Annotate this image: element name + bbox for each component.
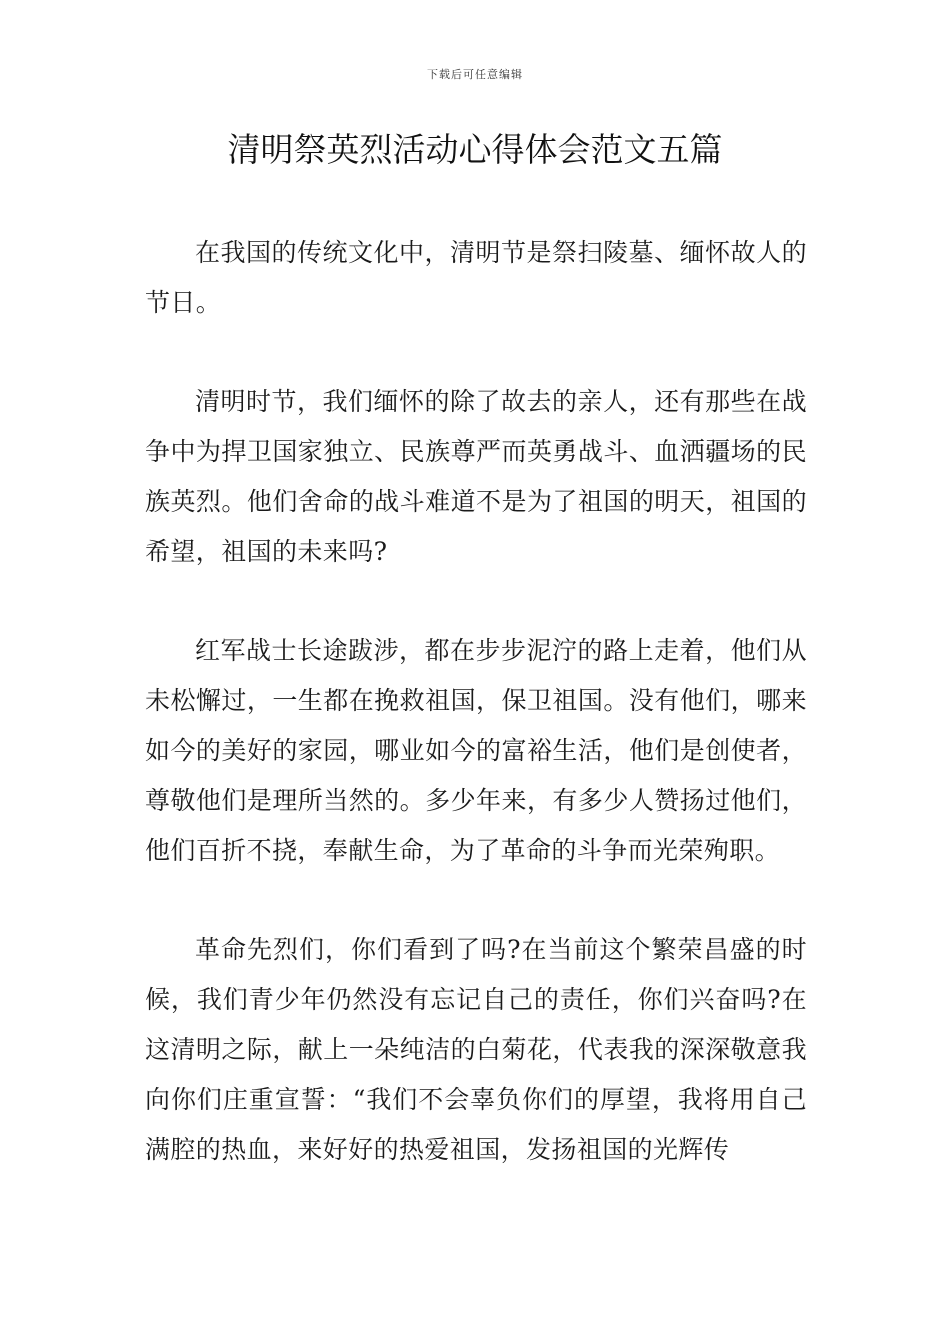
document-title: 清明祭英烈活动心得体会范文五篇: [227, 130, 723, 169]
paragraph-1: 在我国的传统文化中，清明节是祭扫陵墓、缅怀故人的节日。: [145, 238, 807, 317]
paragraph-4: 革命先烈们，你们看到了吗?在当前这个繁荣昌盛的时候，我们青少年仍然没有忘记自己的责任，你们兴奋吗?在这清明之际，献上一朵纯洁的白菊花，代表我的深深敬意我向你们庄重宣誓：“我们不会辜负你们的厚望，我将用自己满腔的热血，来好好的热爱祖国，发扬祖国的光辉传: [145, 935, 807, 1164]
paragraph-2: 清明时节，我们缅怀的除了故去的亲人，还有那些在战争中为捍卫国家独立、民族尊严而英勇战斗、血洒疆场的民族英烈。他们舍命的战斗难道不是为了祖国的明天，祖国的希望，祖国的未来吗?: [145, 387, 807, 566]
paragraph-3: 红军战士长途跋涉，都在步步泥泞的路上走着，他们从未松懈过，一生都在挽救祖国，保卫祖国。没有他们，哪来如今的美好的家园，哪业如今的富裕生活，他们是创使者，尊敬他们是理所当然的。多少年来，有多少人赞扬过他们，他们百折不挠，奉献生命，为了革命的斗争而光荣殉职。: [145, 636, 807, 865]
document-body: [145, 228, 807, 1224]
header-note: 下载后可任意编辑: [427, 68, 523, 81]
